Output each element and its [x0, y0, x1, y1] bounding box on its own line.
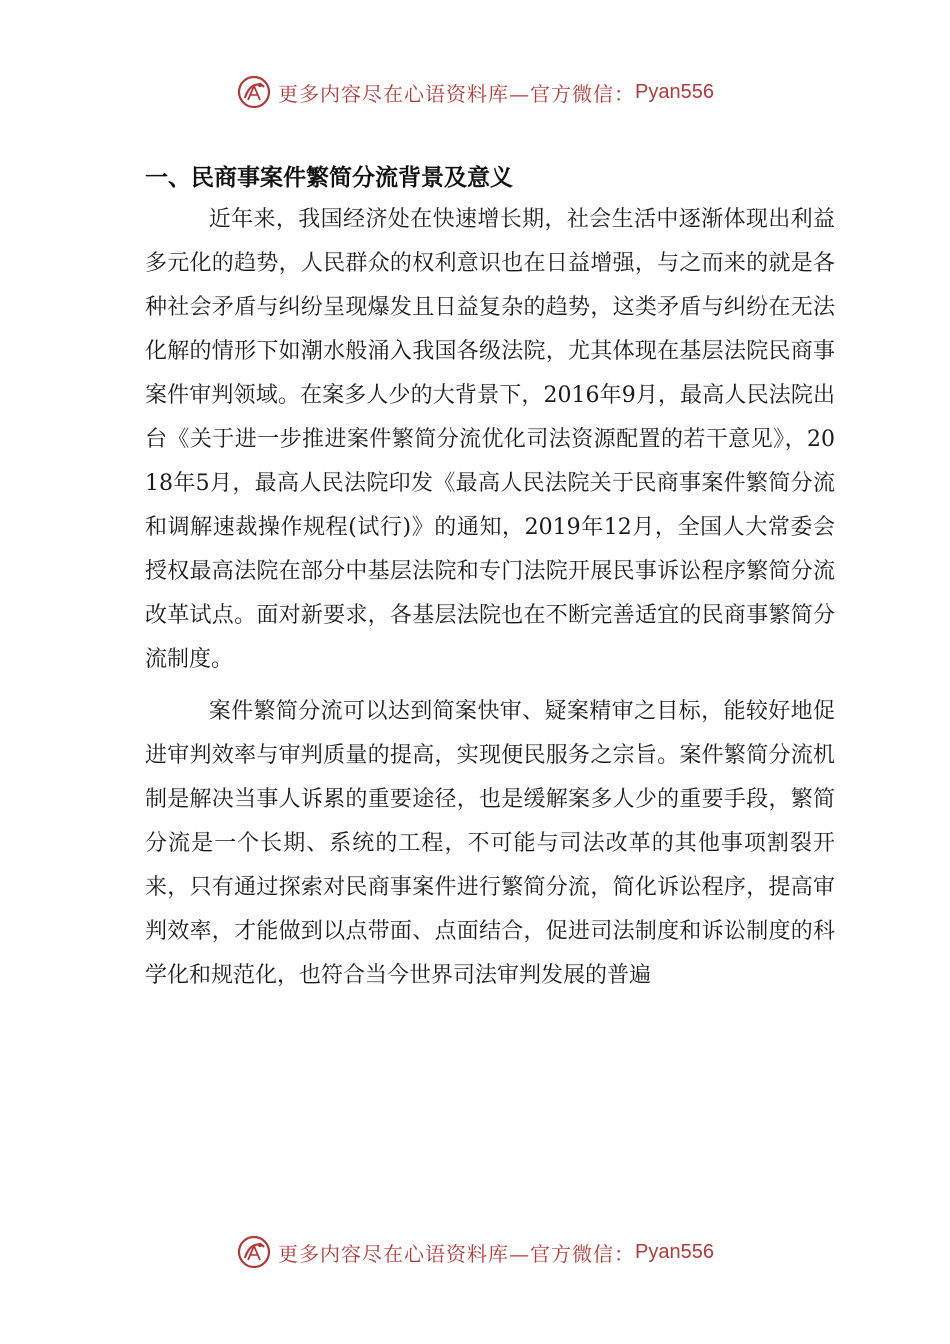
shell-logo-icon: [236, 1234, 272, 1270]
header-banner: [0, 70, 950, 114]
section-heading: 一、民商事案件繁简分流背景及意义: [145, 165, 513, 191]
banner-text: 更多内容尽在心语资料库—官方微信：: [278, 81, 636, 106]
document-body: [145, 158, 835, 998]
paragraph-1: 近年来，我国经济处在快速增长期，社会生活中逐渐体现出利益多元化的趋势，人民群众的权利意识也在日益增强，与之而来的就是各种社会矛盾与纠纷呈现爆发且日益复杂的趋势，这类矛盾与纠纷在无法化解的情形下如潮水般涌入我国各级法院，尤其体现在基层法院民商事案件审判领域。在案多人少的大背景下，2016年9月，最高人民法院出台《关于进一步推进案件繁简分流优化司法资源配置的若干意见》，2018年5月，最高人民法院印发《最高人民法院关于民商事案件繁简分流和调解速裁操作规程(试行)》的通知，2019年12月，全国人大常委会授权最高法院在部分中基层法院和专门法院开展民事诉讼程序繁简分流改革试点。面对新要求，各基层法院也在不断完善适宜的民商事繁简分流制度。: [145, 207, 835, 672]
banner-wechat-id: Pyan556: [635, 80, 714, 103]
banner-wechat-id: Pyan556: [635, 1240, 714, 1263]
footer-banner: [0, 1230, 950, 1274]
banner-text: 更多内容尽在心语资料库—官方微信：: [278, 1241, 636, 1266]
shell-logo-icon: [236, 74, 272, 110]
paragraph-2: 案件繁简分流可以达到简案快审、疑案精审之目标，能较好地促进审判效率与审判质量的提高，实现便民服务之宗旨。案件繁简分流机制是解决当事人诉累的重要途径，也是缓解案多人少的重要手段，繁简分流是一个长期、系统的工程，不可能与司法改革的其他事项割裂开来，只有通过探索对民商事案件进行繁简分流，简化诉讼程序，提高审判效率，才能做到以点带面、点面结合，促进司法制度和诉讼制度的科学化和规范化，也符合当今世界司法审判发展的普遍: [145, 699, 835, 988]
